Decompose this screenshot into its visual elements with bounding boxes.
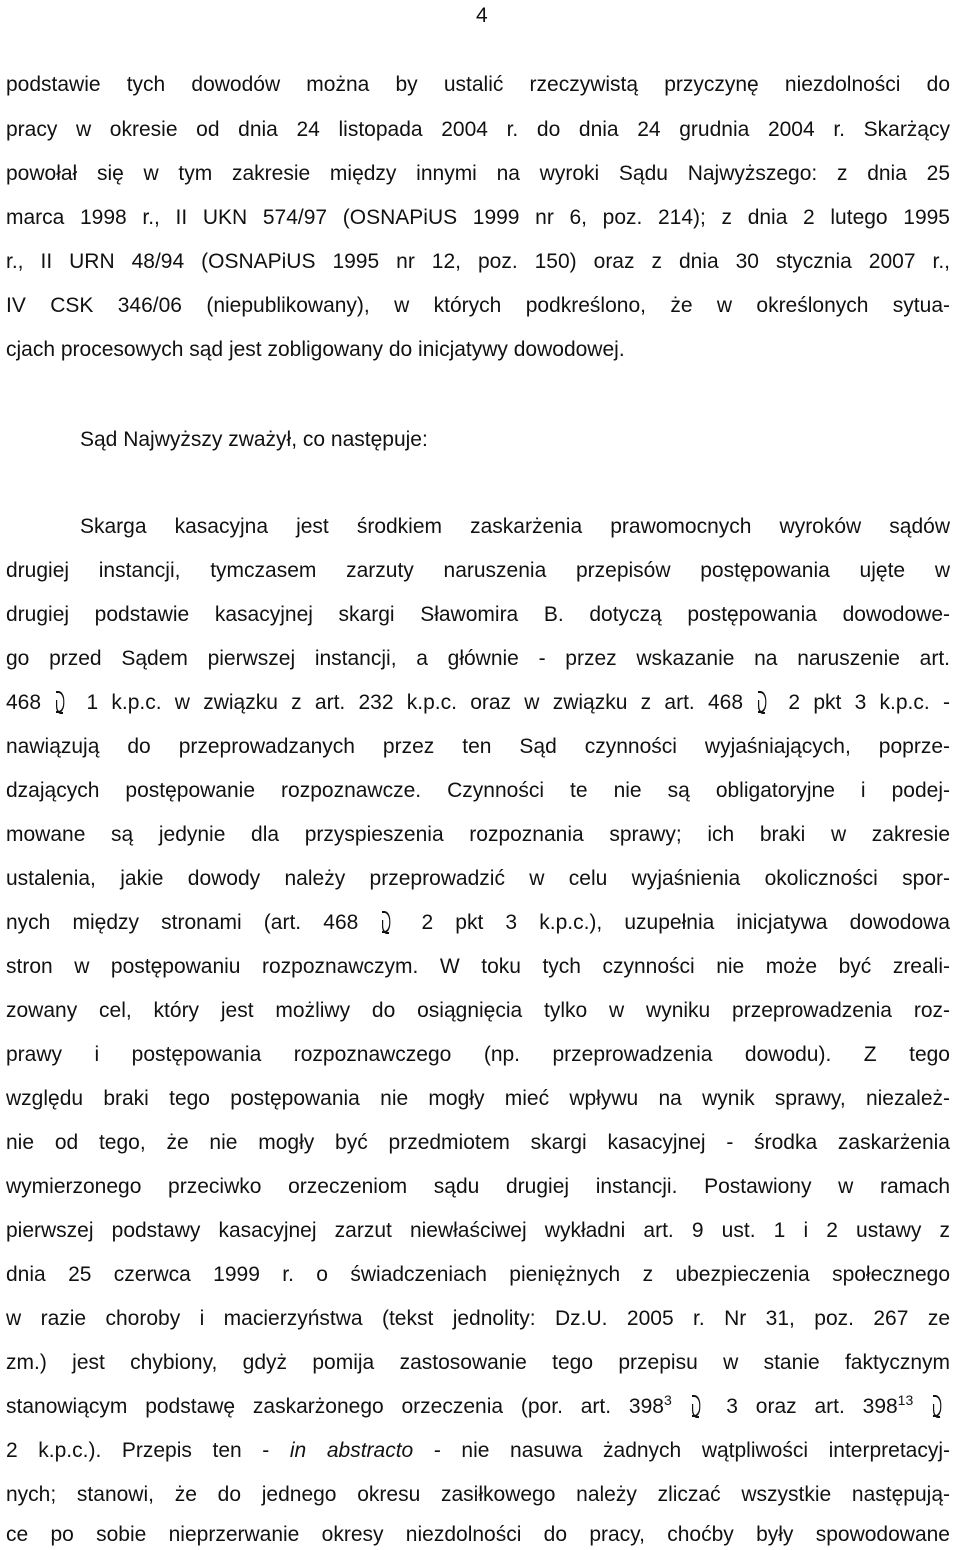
text-line: nawiązują do przeprowadzanych przez ten Sąd czynności wyjaśniających, poprze- (6, 735, 950, 758)
text-line: nie od tego, że nie mogły być przedmiotem skargi kasacyjnej - środka zaskarżenia (6, 1131, 950, 1154)
text-line: w razie choroby i macierzyństwa (tekst jednolity: Dz.U. 2005 r. Nr 31, poz. 267 ze (6, 1307, 950, 1330)
text-line: Skarga kasacyjna jest środkiem zaskarżenia prawomocnych wyroków sądów (80, 515, 950, 538)
text-line: ustalenia, jakie dowody należy przeprowadzić w celu wyjaśnienia okoliczności spor- (6, 867, 950, 890)
text-line: dzających postępowanie rozpoznawcze. Czynności te nie są obligatoryjne i podej- (6, 779, 950, 802)
text-line: względu braki tego postępowania nie mogły mieć wpływu na wynik sprawy, niezależ- (6, 1087, 950, 1110)
italic-phrase: in abstracto (289, 1439, 414, 1462)
text-line: zowany cel, który jest możliwy do osiągnięcia tylko w wyniku przeprowadzenia roz- (6, 999, 950, 1022)
text-line: stron w postępowaniu rozpoznawczym. W toku tych czynności nie może być zreali- (6, 955, 950, 978)
superscript: 3 (663, 1392, 672, 1408)
text-line: pierwszej podstawy kasacyjnej zarzut niewłaściwej wykładni art. 9 ust. 1 i 2 ustawy z (6, 1219, 950, 1242)
text-line: go przed Sądem pierwszej instancji, a głównie - przez wskazanie na naruszenie art. (6, 647, 950, 670)
text-line: r., II URN 48/94 (OSNAPiUS 1995 nr 12, poz. 150) oraz z dnia 30 stycznia 2007 r., (6, 250, 950, 273)
paragraph-sign-icon (931, 1395, 950, 1415)
page-number: 4 (476, 4, 488, 27)
text-line: IV CSK 346/06 (niepublikowany), w których podkreślono, że w określonych sytua- (6, 294, 950, 317)
section-heading: Sąd Najwyższy zważył, co następuje: (80, 428, 428, 451)
text-line: ce po sobie nieprzerwanie okresy niezdolności do pracy, choćby były spowodowane (6, 1523, 950, 1546)
text-line: zm.) jest chybiony, gdyż pomija zastosowanie tego przepisu w stanie faktycznym (6, 1351, 950, 1374)
text-line: prawy i postępowania rozpoznawczego (np. przeprowadzenia dowodu). Z tego (6, 1043, 950, 1066)
text-line: wymierzonego przeciwko orzeczeniom sądu drugiej instancji. Postawiony w ramach (6, 1175, 950, 1198)
paragraph-sign-icon (690, 1395, 709, 1415)
text-line: cjach procesowych sąd jest zobligowany do inicjatywy dowodowej. (6, 338, 625, 361)
paragraph-sign-icon (380, 911, 399, 931)
text-line: drugiej podstawie kasacyjnej skargi Sławomira B. dotyczą postępowania dowodowe- (6, 603, 950, 626)
paragraph-sign-icon (756, 691, 775, 711)
text-line: dnia 25 czerwca 1999 r. o świadczeniach pieniężnych z ubezpieczenia społecznego (6, 1263, 950, 1286)
text-line: 2 k.p.c.). Przepis ten - in abstracto - nie nasuwa żadnych wątpliwości interpretacyj- (6, 1439, 950, 1462)
text-line: stanowiącym podstawę zaskarżonego orzeczenia (por. art. $398^3$ 3 oraz art. $398^{13}$ (6, 1392, 950, 1422)
superscript: 13 (897, 1392, 914, 1408)
text-line: pracy w okresie od dnia 24 listopada 2004 r. do dnia 24 grudnia 2004 r. Skarżący (6, 118, 950, 141)
text-line: nych między stronami (art. 468 2 pkt 3 k.p.c.), uzupełnia inicjatywa dowodowa (6, 911, 950, 934)
text-line: marca 1998 r., II UKN 574/97 (OSNAPiUS 1999 nr 6, poz. 214); z dnia 2 lutego 1995 (6, 206, 950, 229)
text-line: drugiej instancji, tymczasem zarzuty naruszenia przepisów postępowania ujęte w (6, 559, 950, 582)
paragraph-sign-icon (54, 691, 73, 711)
text-line: powołał się w tym zakresie między innymi na wyroki Sądu Najwyższego: z dnia 25 (6, 162, 950, 185)
text-line: 468 1 k.p.c. w związku z art. 232 k.p.c. oraz w związku z art. 468 2 pkt 3 k.p.c. - (6, 691, 950, 714)
text-line: nych; stanowi, że do jednego okresu zasiłkowego należy zliczać wszystkie następują- (6, 1483, 950, 1506)
text-line: mowane są jedynie dla przyspieszenia rozpoznania sprawy; ich braki w zakresie (6, 823, 950, 846)
text-line: podstawie tych dowodów można by ustalić rzeczywistą przyczynę niezdolności do (6, 73, 950, 96)
